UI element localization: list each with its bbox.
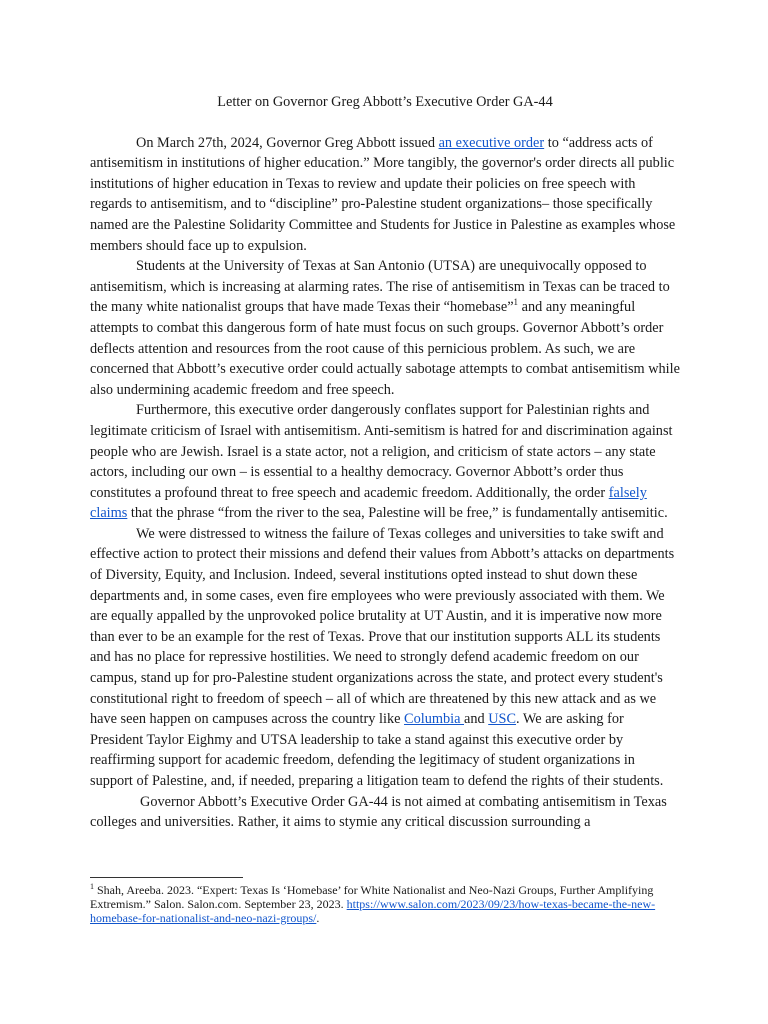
p4-text-mid: and xyxy=(464,711,489,728)
letter-page xyxy=(90,92,680,833)
p3-text-b: that the phrase “from the river to the sea, Palestine will be free,” is fundamentally antisemitic. xyxy=(127,505,668,522)
p4-text-b: . We are asking for President Taylor Eighmy and UTSA leadership to take a stand against this executive order by reaffirming support for academic freedom, defending the legitimacy of student organizations in support of Palestine, and, if needed, preparing a litigation team to defend the rights of their students. xyxy=(90,711,664,789)
columbia-link[interactable]: Columbia xyxy=(404,711,464,728)
p5-text: Governor Abbott’s Executive Order GA-44 is not aimed at combating antisemitism in Texas colleges and universities. Rather, it aims to stymie any critical discussion surrounding a xyxy=(90,793,667,831)
footnote-divider xyxy=(90,877,243,878)
paragraph-5 xyxy=(90,792,680,833)
footnote-marker: 1 xyxy=(90,882,94,891)
usc-link[interactable]: USC xyxy=(488,711,517,728)
paragraph-4 xyxy=(90,524,680,792)
executive-order-link[interactable]: an executive order xyxy=(438,134,545,151)
p1-text-a: On March 27th, 2024, Governor Greg Abbott issued xyxy=(136,134,439,151)
p1-text-b: to “address acts of antisemitism in institutions of higher education.” More tangibly, the governor's order directs all public institutions of higher education in Texas to review and update their policies on free speech with regards to antisemitism, and to “discipline” pro-Palestine student organizations– those specifically named are the Palestine Solidarity Committee and Students for Justice in Palestine as examples whose members should face up to expulsion. xyxy=(90,134,676,254)
p3-text-a: Furthermore, this executive order dangerously conflates support for Palestinian rights and legitimate criticism of Israel with antisemitism. Anti-semitism is hatred for and discrimination against people who are Jewish. Israel is a state actor, not a religion, and criticism of state actors – any state actors, including our own – is essential to a healthy democracy. Governor Abbott’s order thus constitutes a profound threat to free speech and academic freedom. Additionally, the order xyxy=(90,402,673,501)
p2-text-a: Students at the University of Texas at San Antonio (UTSA) are unequivocally opposed to antisemitism, which is increasing at alarming rates. The rise of antisemitism in Texas can be traced to the many white nationalist groups that have made Texas their “homebase” xyxy=(90,258,670,316)
p2-text-b: and any meaningful attempts to combat this dangerous form of hate must focus on such groups. Governor Abbott’s order deflects attention and resources from the root cause of this pernicious problem. As such, we are concerned that Abbott’s executive order could actually sabotage attempts to combat antisemitism while also undermining academic freedom and free speech. xyxy=(90,299,680,398)
footnote-text: Shah, Areeba. 2023. “Expert: Texas Is ‘Homebase’ for White Nationalist and Neo-Nazi Groups, Further Amplifying Extremism.” Salon. Salon.com. September 23, 2023. xyxy=(90,883,654,911)
paragraph-1 xyxy=(90,133,680,257)
footnote-end: . xyxy=(316,911,320,925)
page-title: Letter on Governor Greg Abbott’s Executive Order GA-44 xyxy=(217,94,553,110)
p4-text-a: We were distressed to witness the failure of Texas colleges and universities to take swift and effective action to protect their missions and defend their values from Abbott’s attacks on departments of Diversity, Equity, and Inclusion. Indeed, several institutions opted instead to shut down these departments and, in some cases, even fire employees who were previously associated with them. We are equally appalled by the unprovoked police brutality at UT Austin, and it is imperative now more than ever to be an example for the rest of Texas. Prove that our institution supports ALL its students and has no place for repressive hostilities. We need to strongly defend academic freedom on our campus, stand up for pro-Palestine student organizations across the state, and protect every student's constitutional right to freedom of speech – all of which are threatened by this new attack and as we have seen happen on campuses across the country like xyxy=(90,525,675,728)
paragraph-3 xyxy=(90,400,680,524)
falsely-claims-link[interactable]: falsely claims xyxy=(90,484,647,522)
paragraph-2 xyxy=(90,256,680,400)
footnote-url-link[interactable]: https://www.salon.com/2023/09/23/how-texas-became-the-new-homebase-for-nationalist-and-neo-nazi-groups/ xyxy=(90,897,656,925)
footnote-1 xyxy=(90,883,680,925)
footnote-ref-1[interactable]: 1 xyxy=(513,297,519,308)
